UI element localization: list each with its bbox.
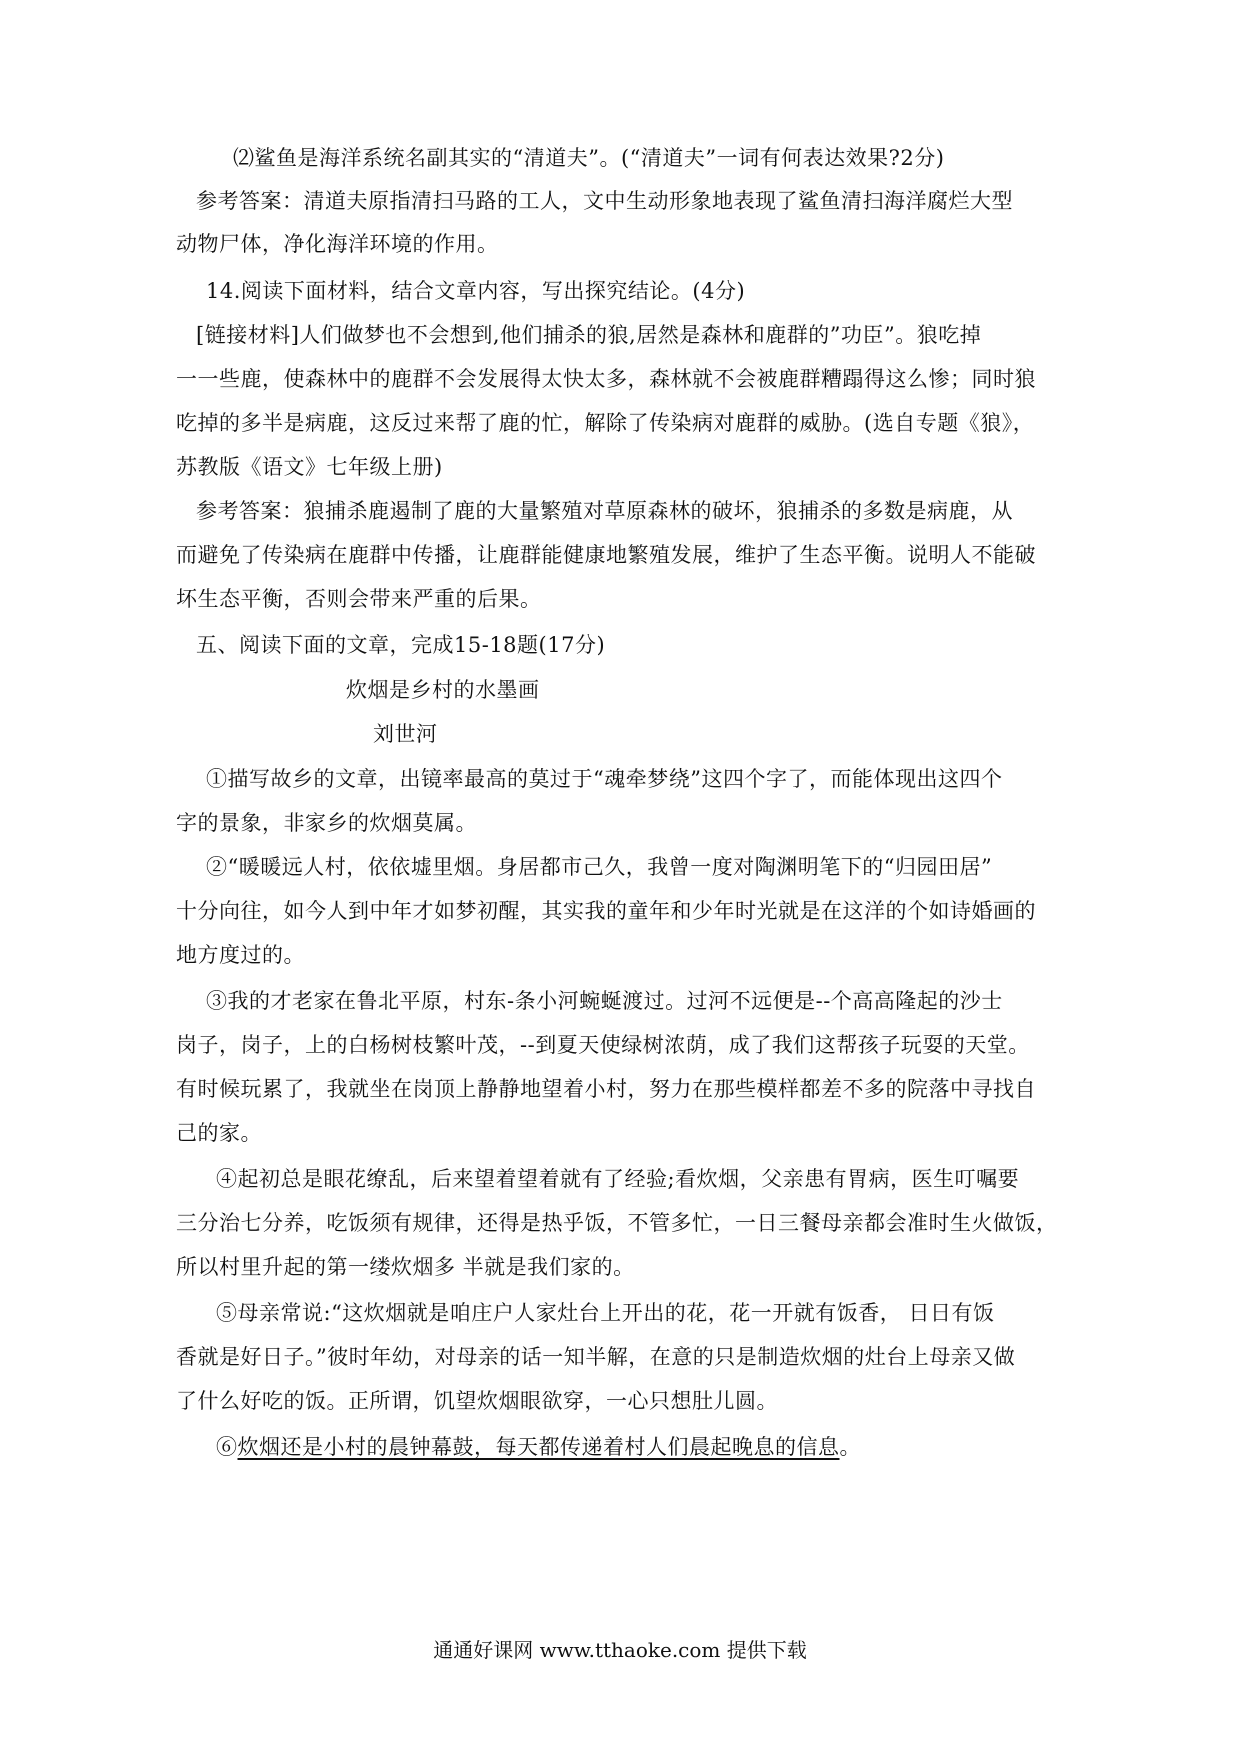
para-1-line-1: ①描写故乡的文章，出镜率最高的莫过于“魂牵梦绕”这四个字了，而能体现出这四个 bbox=[206, 767, 1003, 791]
para-3-line-1: ③我的才老家在鲁北平原，村东-条小河蜿蜒渡过。过河不远便是--个高高隆起的沙士 bbox=[206, 989, 1003, 1013]
answer-13-2-line-2: 动物尸体，净化海洋环境的作用。 bbox=[176, 232, 499, 256]
answer-14-line-3: 坏生态平衡，否则会带来严重的后果。 bbox=[176, 587, 542, 611]
para-1-line-2: 字的景象，非家乡的炊烟莫属。 bbox=[176, 811, 477, 835]
article-author: 刘世河 bbox=[373, 722, 438, 746]
para-5-line-3: 了什么好吃的饭。正所谓，饥望炊烟眼欲穿，一心只想肚儿圆。 bbox=[176, 1389, 778, 1413]
para-4-line-1: ④起初总是眼花缭乱，后来望着望着就有了经验;看炊烟，父亲患有胃病，医生叮嘱要 bbox=[216, 1167, 1020, 1191]
section-five-heading: 五、阅读下面的文章，完成15-18题(17分) bbox=[196, 633, 606, 657]
material-line-1: [链接材料]人们做梦也不会想到,他们捕杀的狼,居然是森林和鹿群的”功臣”。狼吃掉 bbox=[196, 323, 982, 347]
material-line-3: 吃掉的多半是病鹿，这反过来帮了鹿的忙，解除了传染病对鹿群的威胁。(选自专题《狼》， bbox=[176, 411, 1035, 435]
para-5-line-1: ⑤母亲常说:“这炊烟就是咱庄户人家灶台上开出的花，花一开就有饭香， 日日有饭 bbox=[216, 1301, 995, 1325]
para-6-period: 。 bbox=[839, 1435, 861, 1459]
para-4-line-2: 三分治七分养，吃饭须有规律，还得是热乎饭，不管多忙，一日三餐母亲都会准时生火做饭， bbox=[176, 1211, 1058, 1235]
para-6-underlined-sentence: 炊烟还是小村的晨钟幕鼓，每天都传递着村人们晨起晚息的信息 bbox=[237, 1435, 840, 1459]
answer-14-line-2: 而避免了传染病在鹿群中传播，让鹿群能健康地繁殖发展，维护了生态平衡。说明人不能破 bbox=[176, 543, 1036, 567]
question-13-2: ⑵鲨鱼是海洋系统名副其实的“清道夫”。(“清道夫”一词有何表达效果?2分) bbox=[233, 146, 945, 170]
material-line-2: 一一些鹿，使森林中的鹿群不会发展得太快太多，森林就不会被鹿群糟蹋得这么惨；同时狼 bbox=[176, 367, 1036, 391]
para-6-line-1 bbox=[216, 1432, 861, 1462]
para-2-line-2: 十分向往，如今人到中年才如梦初醒，其实我的童年和少年时光就是在这洋的个如诗婚画的 bbox=[176, 899, 1036, 923]
page-footer: 通通好课网 www.tthaoke.com 提供下载 bbox=[433, 1638, 807, 1662]
answer-14-line-1: 参考答案：狼捕杀鹿遏制了鹿的大量繁殖对草原森林的破坏，狼捕杀的多数是病鹿，从 bbox=[196, 499, 1013, 523]
para-3-line-3: 有时候玩累了，我就坐在岗顶上静静地望着小村，努力在那些模样都差不多的院落中寻找自 bbox=[176, 1077, 1036, 1101]
para-3-line-4: 己的家。 bbox=[176, 1121, 262, 1145]
para-3-line-2: 岗子，岗子，上的白杨树枝繁叶茂，--到夏天使绿树浓荫，成了我们这帮孩子玩耍的天堂。 bbox=[176, 1033, 1030, 1057]
para-5-line-2: 香就是好日子。”彼时年幼，对母亲的话一知半解，在意的只是制造炊烟的灶台上母亲又做 bbox=[176, 1345, 1016, 1369]
material-line-4: 苏教版《语文》七年级上册) bbox=[176, 455, 443, 479]
para-2-line-3: 地方度过的。 bbox=[176, 943, 305, 967]
question-14: 14.阅读下面材料，结合文章内容，写出探究结论。(4分) bbox=[206, 279, 746, 303]
answer-13-2-line-1: 参考答案：清道夫原指清扫马路的工人，文中生动形象地表现了鲨鱼清扫海洋腐烂大型 bbox=[196, 189, 1013, 213]
para-6-number: ⑥ bbox=[216, 1435, 238, 1459]
para-2-line-1: ②“暖暖远人村，依依墟里烟。身居都市己久，我曾一度对陶渊明笔下的“归园田居” bbox=[206, 855, 993, 879]
para-4-line-3: 所以村里升起的第一缕炊烟多 半就是我们家的。 bbox=[176, 1255, 635, 1279]
article-title: 炊烟是乡村的水墨画 bbox=[346, 678, 540, 702]
